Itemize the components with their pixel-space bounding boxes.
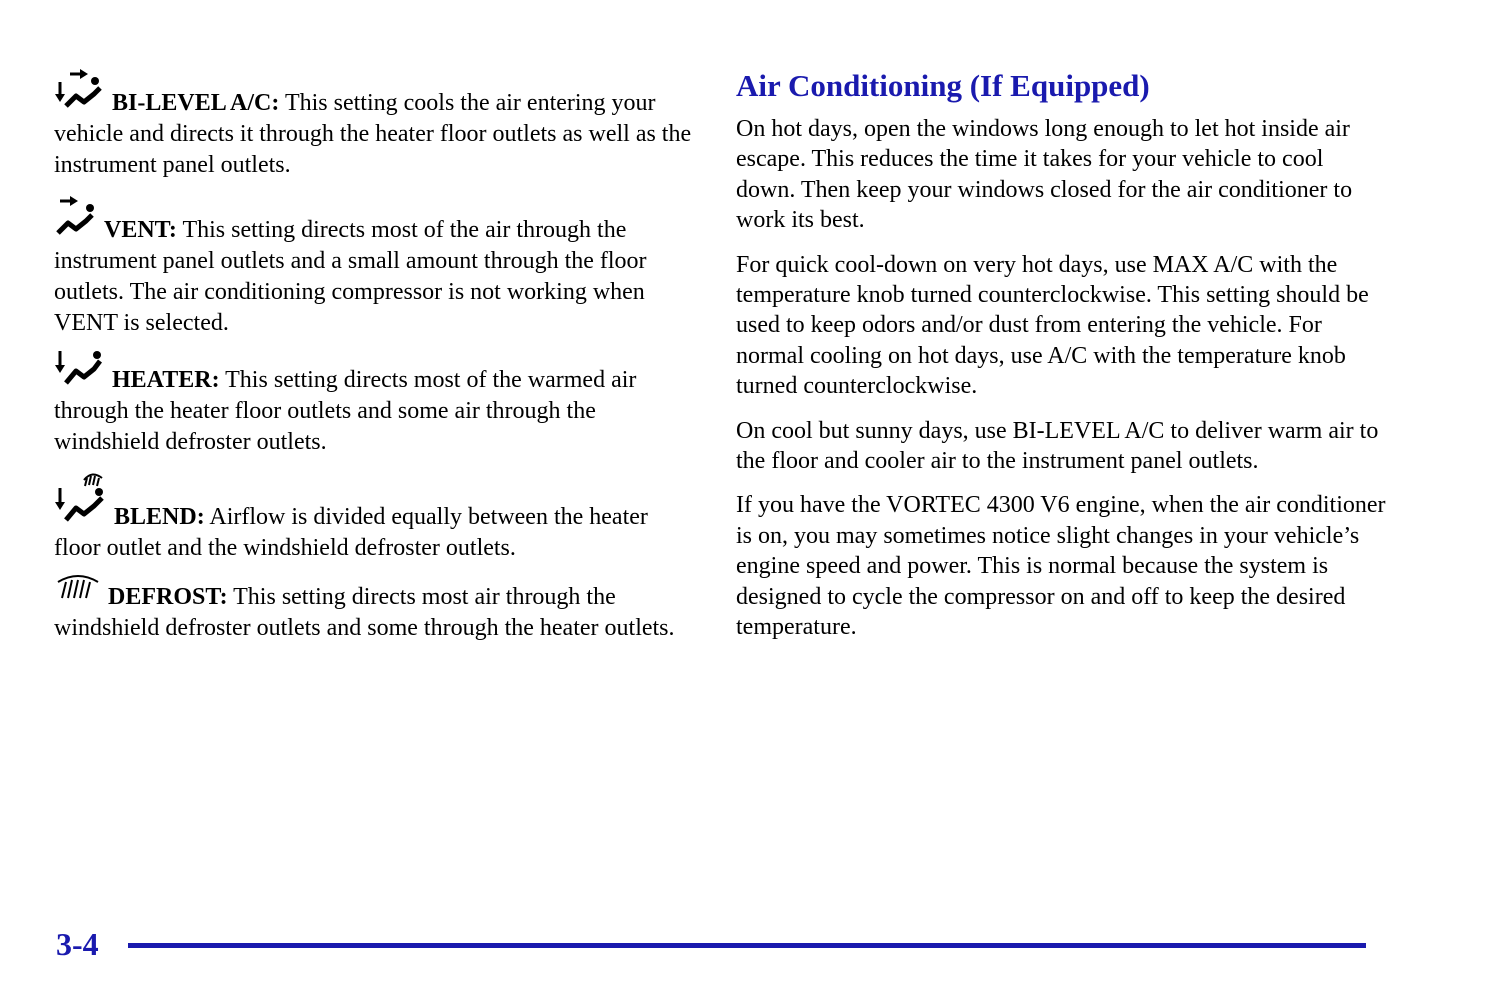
paragraph-vortec: If you have the VORTEC 4300 V6 engine, when the air conditioner is on, you may sometimes notice slight changes in your vehicle’s engine speed and power. This is normal because the system is designed to cycle the compressor on and off to keep the desired temperature. — [736, 492, 1386, 641]
blend-text: Airflow is divided equally between the heater floor outlet and the windshield defroster outlets. — [54, 504, 648, 561]
vent-text: This setting directs most of the air through the instrument panel outlets and a small amount through the floor outlets. The air conditioning compressor is not working when VENT is selected. — [54, 217, 647, 336]
vent-entry — [54, 195, 694, 339]
bi-level-entry — [54, 68, 694, 181]
vent-label: VENT: — [104, 217, 177, 243]
bi-level-label: BI-LEVEL A/C: — [112, 90, 280, 116]
blend-label: BLEND: — [114, 504, 205, 530]
defrost-label: DEFROST: — [108, 584, 228, 610]
paragraph-quick-cool: For quick cool-down on very hot days, use MAX A/C with the temperature knob turned counterclockwise. This setting should be used to keep odors and/or dust from entering the vehicle. For normal cooling on hot days, use A/C with the temperature knob turned counterclockwise. — [736, 251, 1369, 400]
bi-level-text: This setting cools the air entering your vehicle and directs it through the heater floor outlets as well as the instrument panel outlets. — [54, 90, 692, 178]
bi-level-icon — [54, 68, 106, 119]
right-column — [736, 66, 1386, 657]
defrost-entry — [54, 574, 694, 644]
heater-text: This setting directs most of the warmed air through the heater floor outlets and some air through the windshield defroster outlets. — [54, 367, 637, 455]
heater-icon — [54, 349, 106, 396]
page-number: 3-4 — [56, 926, 99, 962]
blend-entry — [54, 468, 694, 564]
left-column — [54, 68, 694, 644]
paragraph-hot-days: On hot days, open the windows long enough to let hot inside air escape. This reduces the time it takes for your vehicle to cool down. Then keep your windows closed for the air conditioner to work its best. — [736, 116, 1353, 234]
vent-icon — [54, 195, 98, 246]
defrost-icon — [54, 574, 102, 613]
section-heading: Air Conditioning (If Equipped) — [736, 68, 1150, 103]
footer-rule — [128, 943, 1366, 948]
blend-icon — [54, 468, 108, 533]
paragraph-sunny-days: On cool but sunny days, use BI-LEVEL A/C to deliver warm air to the floor and cooler air to the instrument panel outlets. — [736, 417, 1379, 475]
heater-label: HEATER: — [112, 367, 220, 393]
defrost-text: This setting directs most air through the windshield defroster outlets and some through the heater outlets. — [54, 584, 675, 641]
heater-entry — [54, 349, 694, 458]
